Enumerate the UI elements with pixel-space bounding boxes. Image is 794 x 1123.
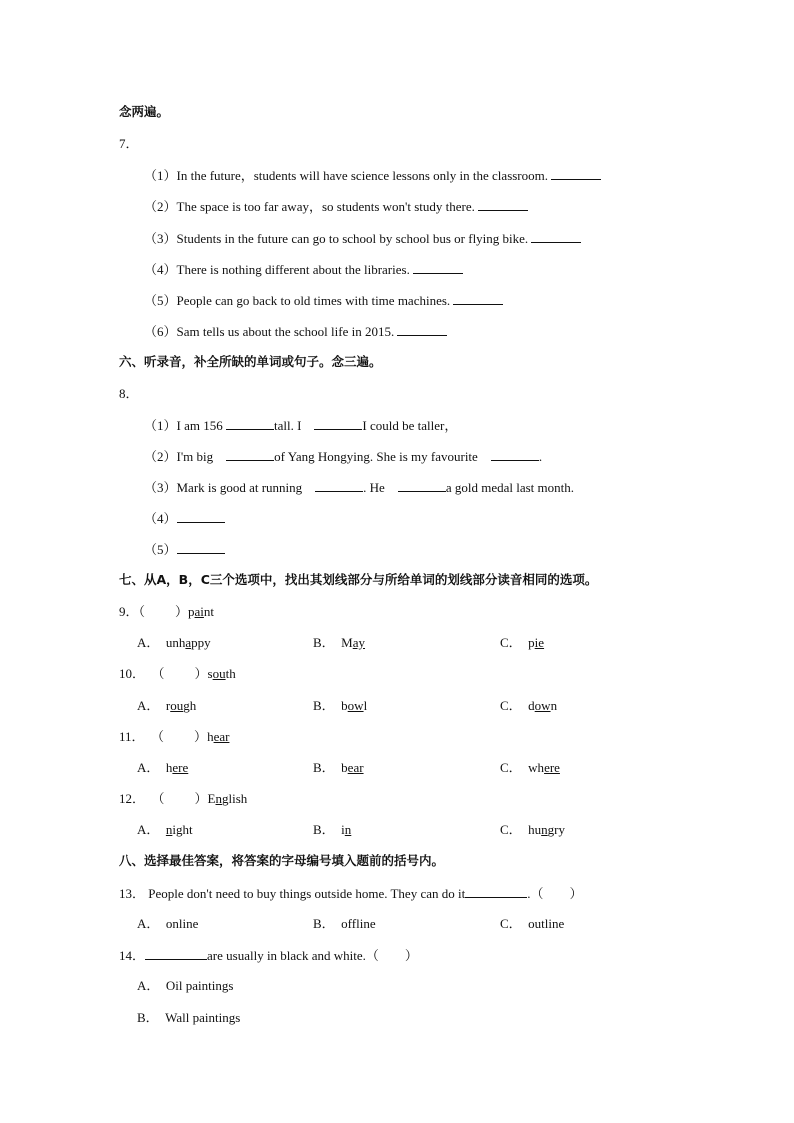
question-10: 10． （ ）south [119,666,236,681]
section-6-heading: 六、听录音，补全所缺的单词或句子。念三遍。 [119,354,382,369]
section-5-tail: 念两遍。 [119,104,170,119]
q11-option-c: C． where [500,760,560,775]
q10-option-c: C． down [500,698,558,713]
section-8-heading: 八、选择最佳答案，将答案的字母编号填入题前的括号内。 [119,853,445,868]
q8-line-3: （3）Mark is good at running . He a gold medal last month. [144,480,574,495]
question-14: 14． are usually in black and white.（ ） [119,948,418,963]
q7-item-6: （6）Sam tells us about the school life in 2015. [144,322,447,341]
q13-option-c: C． outline [500,916,565,931]
q8-line-5: （5） [144,540,225,559]
q11-option-b: B． bear [313,760,364,775]
q7-item-2: （2）The space is too far away，so students won't study there. [144,197,528,216]
q9-option-b: B． May [313,635,366,650]
q12-option-b: B． in [313,822,352,837]
q10-option-a: A． rough [137,698,197,713]
q14-option-b: B． Wall paintings [137,1010,241,1025]
q7-item-3: （3）Students in the future can go to school by school bus or flying bike. [144,229,581,248]
q14-option-a: A． Oil paintings [137,978,234,993]
q13-option-b: B． offline [313,916,376,931]
question-12: 12． （ ）English [119,791,248,806]
q12-option-c: C． hungry [500,822,566,837]
q8-line-2: （2）I'm big of Yang Hongying. She is my favourite . [144,449,543,464]
q8-line-1: （1）I am 156 tall. I I could be taller， [144,418,458,433]
question-7-number: 7． [119,136,139,151]
q8-line-4: （4） [144,509,225,528]
q9-option-a: A． unhappy [137,635,211,650]
question-8-number: 8． [119,386,139,401]
q7-item-1: （1）In the future，students will have science lessons only in the classroom. [144,166,601,185]
q7-item-5: （5）People can go back to old times with time machines. [144,291,503,310]
section-7-heading: 七、从A，B，C三个选项中，找出其划线部分与所给单词的划线部分读音相同的选项。 [119,572,598,587]
question-9: 9．（ ）paint [119,604,215,619]
q10-option-b: B． bowl [313,698,368,713]
question-11: 11． （ ）hear [119,729,230,744]
q7-item-4: （4）There is nothing different about the libraries. [144,260,463,279]
question-13: 13． People don't need to buy things outside home. They can do it .（ ） [119,886,583,901]
q12-option-a: A． night [137,822,193,837]
q9-option-c: C． pie [500,635,545,650]
q13-option-a: A． online [137,916,199,931]
q11-option-a: A． here [137,760,189,775]
